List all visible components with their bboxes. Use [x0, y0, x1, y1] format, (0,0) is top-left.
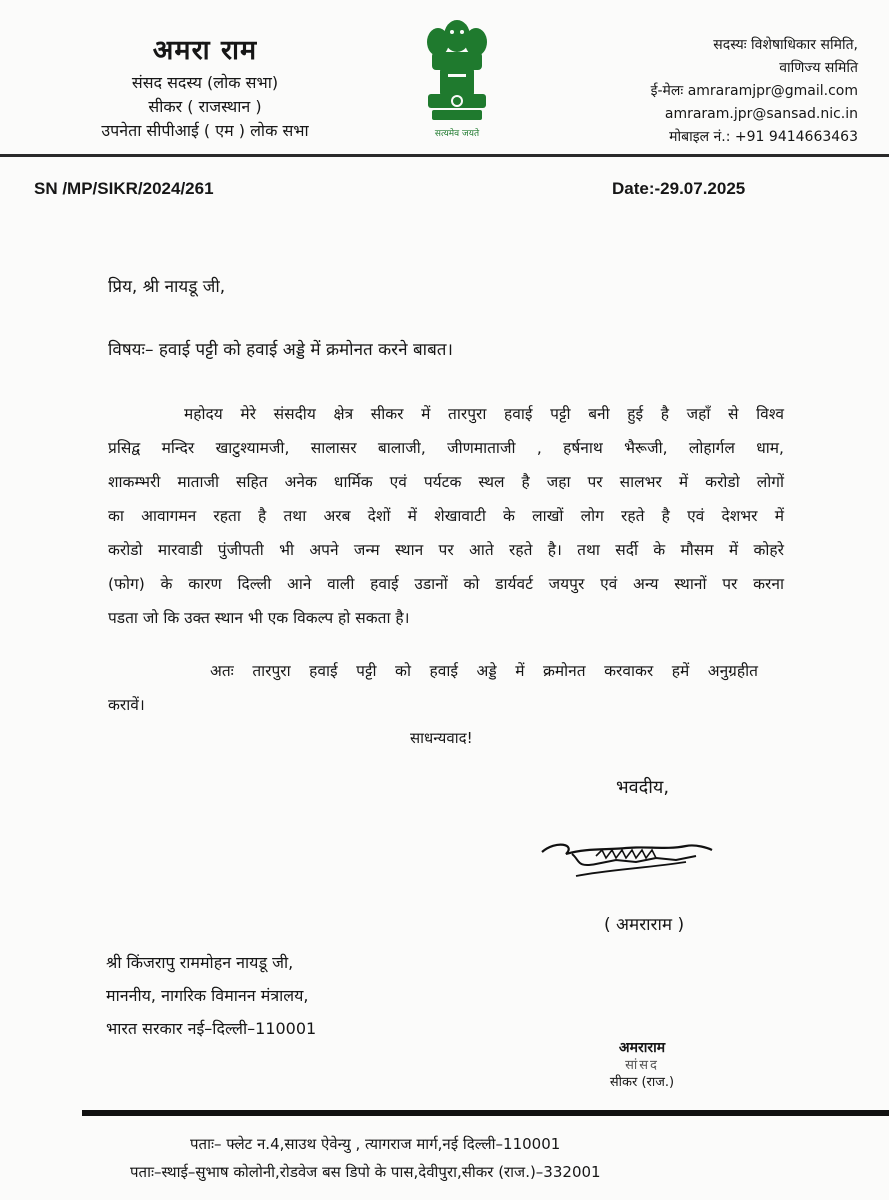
salutation: प्रिय, श्री नायडू जी,: [108, 277, 226, 297]
paragraph-line: का आवागमन रहता है तथा अरब देशों में शेखावाटी के लाखों लोग रहते है एवं देशभर में: [108, 507, 784, 525]
email-row: [596, 80, 858, 103]
official-stamp: [588, 1040, 696, 1102]
addressee-ministry: माननीय, नागरिक विमानन मंत्रालय,: [106, 986, 309, 1005]
paragraph-line: पडता जो कि उक्त स्थान भी एक विकल्प हो सकता है।: [108, 609, 410, 627]
signatory-name: ( अमराराम ): [604, 915, 685, 935]
addressee-name: श्री किंजरापु राममोहन नायडू जी,: [106, 953, 294, 972]
sender-designation: संसद सदस्य (लोक सभा): [131, 73, 279, 92]
body-paragraph-1: [108, 397, 784, 635]
footer-permanent-address: पताः–स्थाई–सुभाष कोलोनी,रोडवेज बस डिपो के पास,देवीपुरा,सीकर (राज.)–332001: [130, 1163, 601, 1181]
reference-number: SN /MP/SIKR/2024/261: [34, 179, 214, 198]
footer-delhi-address: पताः– फ्लेट न.4,साउथ ऐवेन्यु , त्यागराज मार्ग,नई दिल्ली–110001: [190, 1135, 561, 1153]
letter-date: Date:-29.07.2025: [612, 179, 746, 198]
sender-party-role: उपनेता सीपीआई ( एम ) लोक सभा: [101, 121, 309, 140]
thanks-note: साधन्यवाद!: [410, 729, 473, 747]
paragraph-line: महोदय मेरे संसदीय क्षेत्र सीकर में तारपुरा हवाई पट्टी बनी हुई है जहाँ से विश्व: [184, 405, 784, 423]
stamp-title: सांसद: [625, 1058, 659, 1073]
email-secondary: amraram.jpr@sansad.nic.in: [664, 106, 858, 122]
letterhead-contact: [596, 34, 858, 149]
mobile-row: [596, 126, 858, 149]
stamp-place: सीकर (राज.): [609, 1075, 675, 1090]
sender-constituency: सीकर ( राजस्थान ): [148, 97, 262, 116]
national-emblem-icon: [418, 14, 496, 144]
email-label: ई-मेलः: [650, 83, 684, 99]
mobile-label: मोबाइल नं.:: [669, 129, 731, 145]
paragraph-line: प्रसिद्व मन्दिर खाटुश्यामजी, सालासर बालाजी, जीणमाताजी , हर्षनाथ भैरूजी, लोहार्गल धाम,: [108, 439, 784, 457]
subject-line: विषयः– हवाई पट्टी को हवाई अड्डे में क्रमोनत करने बाबत।: [108, 340, 453, 360]
committee-membership-2: वाणिज्य समिति: [779, 60, 858, 76]
paragraph-line: (फोग) के कारण दिल्ली आने वाली हवाई उडानों को डार्यवर्ट जयपुर एवं अन्य स्थानों पर करना: [108, 575, 784, 593]
addressee-block: [106, 946, 316, 1045]
body-paragraph-2: [108, 654, 758, 722]
paragraph-line: शाकम्भरी माताजी सहित अनेक धार्मिक एवं पर्यटक स्थल है जहा पर सालभर में करोडो लोगों: [108, 473, 784, 491]
email-primary: amraramjpr@gmail.com: [687, 83, 858, 99]
stamp-name: अमराराम: [618, 1040, 666, 1056]
header-divider: [0, 154, 889, 157]
paragraph-line: करोडो मारवाडी पुंजीपती भी अपने जन्म स्थान पर आते रहते है। तथा सर्दी के मौसम में कोहरे: [108, 541, 784, 559]
addressee-location: भारत सरकार नई–दिल्ली–110001: [106, 1019, 317, 1038]
footer-divider: [82, 1110, 889, 1116]
paragraph-line: करावें।: [108, 696, 145, 714]
sender-name: अमरा राम: [152, 35, 258, 66]
letterhead-sender: [40, 30, 370, 143]
mobile-number: +91 9414663463: [734, 129, 858, 145]
committee-membership: सदस्यः विशेषाधिकार समिति,: [713, 37, 858, 53]
emblem-motto: सत्यमेव जयते: [434, 129, 480, 139]
signature: [536, 830, 716, 894]
paragraph-line: अतः तारपुरा हवाई पट्टी को हवाई अड्डे में क्रमोनत करवाकर हमें अनुग्रहीत: [210, 662, 758, 680]
closing: भवदीय,: [616, 777, 670, 798]
